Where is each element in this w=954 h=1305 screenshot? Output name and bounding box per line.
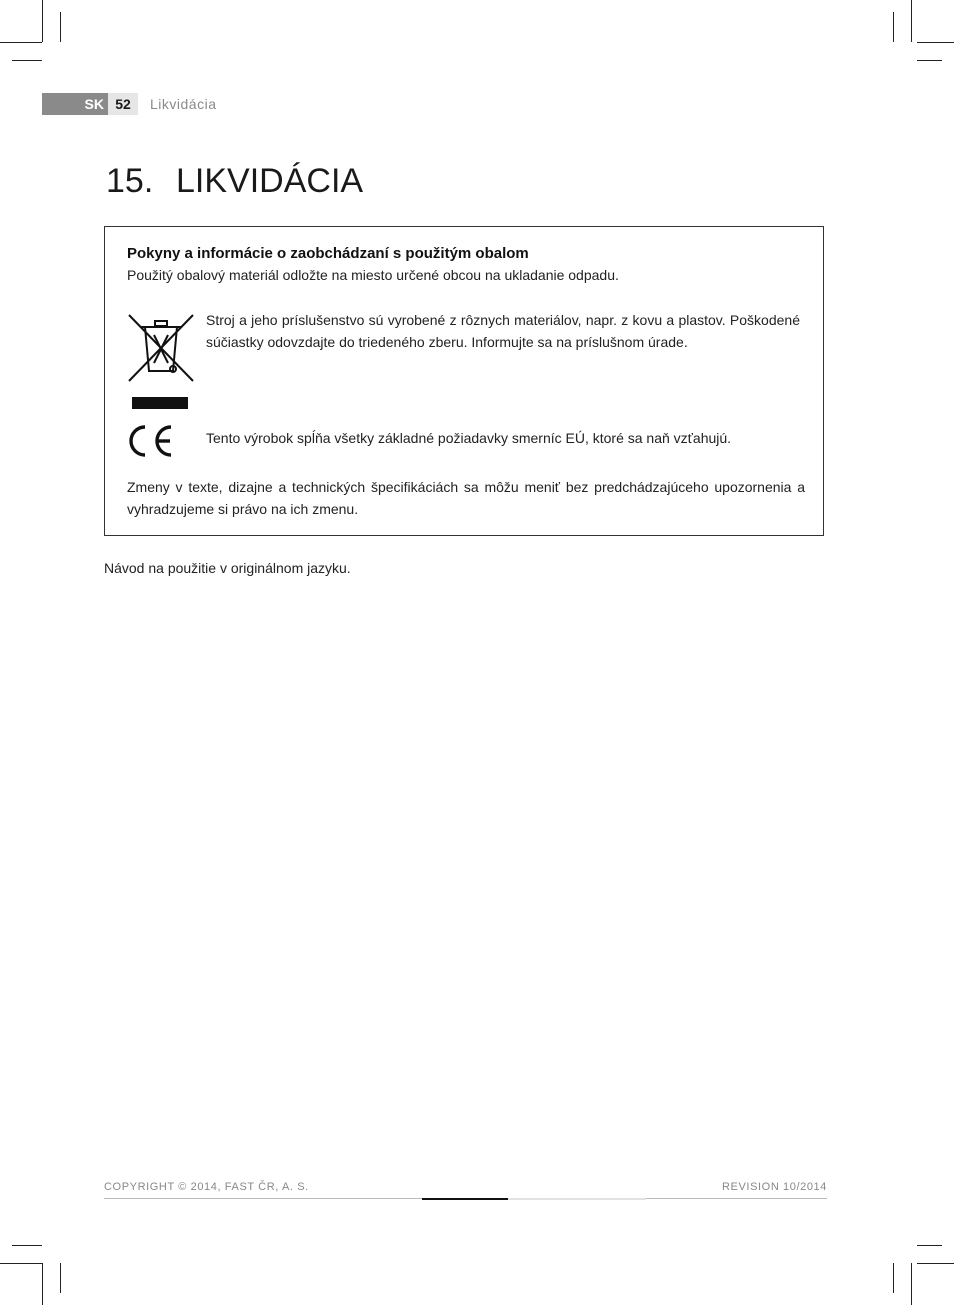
crop-mark — [893, 1263, 894, 1293]
weee-text: Stroj a jeho príslušenstvo sú vyrobené z rôznych materiálov, napr. z kovu a plastov. Poškodené súčiastky odovzdajte do triedeného zberu. Informujte sa na príslušnom úrade. — [206, 312, 800, 350]
section-name: Likvidácia — [150, 96, 217, 112]
running-header — [42, 93, 216, 115]
crop-mark — [893, 12, 894, 42]
crop-mark — [0, 1263, 42, 1264]
footer-rule — [104, 1198, 422, 1199]
ce-text: Tento výrobok spĺňa všetky základné požiadavky smerníc EÚ, ktoré sa naň vzťahujú. — [206, 430, 732, 446]
changes-disclaimer: Zmeny v texte, dizajne a technických špecifikáciách sa môžu meniť bez predchádzajúceho upozornenia a vyhradzujeme si právo na ich zmenu. — [127, 479, 805, 517]
footer-rule — [422, 1198, 508, 1200]
packaging-heading: Pokyny a informácie o zaobchádzaní s použitým obalom — [127, 245, 529, 262]
crop-mark — [42, 0, 43, 42]
crop-mark — [917, 60, 942, 61]
chapter-title — [106, 162, 363, 201]
footer-rule — [646, 1198, 827, 1199]
crop-mark — [12, 1245, 42, 1246]
footer-rule — [508, 1198, 646, 1200]
crop-mark — [911, 1263, 912, 1305]
chapter-number: 15. — [106, 162, 154, 200]
original-language-note: Návod na použitie v originálnom jazyku. — [104, 560, 351, 576]
weee-black-bar — [132, 397, 188, 409]
language-code: SK — [42, 93, 108, 115]
packaging-text: Použitý obalový materiál odložte na miesto určené obcou na ukladanie odpadu. — [127, 267, 619, 283]
crop-mark — [60, 12, 61, 42]
crop-mark — [917, 1245, 942, 1246]
crop-mark — [12, 60, 42, 61]
crop-mark — [42, 1263, 43, 1305]
chapter-heading: LIKVIDÁCIA — [176, 162, 364, 200]
crop-mark — [0, 42, 42, 43]
ce-mark-icon — [125, 423, 175, 459]
crop-mark — [917, 42, 954, 43]
footer-copyright: COPYRIGHT © 2014, FAST ČR, A. S. — [104, 1181, 309, 1193]
page-number: 52 — [108, 93, 138, 115]
crop-mark — [917, 1263, 954, 1264]
crop-mark — [911, 0, 912, 42]
disposal-info-box — [104, 226, 824, 536]
footer-revision: REVISION 10/2014 — [722, 1181, 827, 1193]
crop-mark — [60, 1263, 61, 1293]
